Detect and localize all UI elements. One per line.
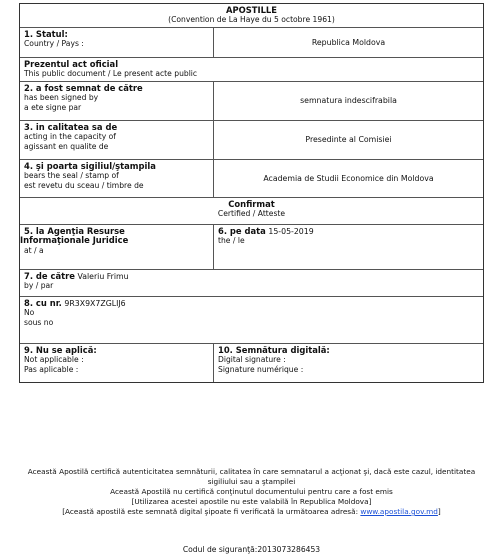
field-5-sub: at / a — [24, 245, 44, 255]
public-document-sub: This public document / Le present acte public — [24, 69, 198, 79]
field-3-sub-fr: agissant en qualite de — [24, 141, 109, 151]
security-code: Codul de siguranţă:2013073286453 — [182, 545, 321, 554]
field-3-value: Presedinte al Comisiei — [305, 135, 392, 145]
footer-line-5-text: [Această apostilă este semnată digital şipoate fi verificată la următoarea adresă: — [62, 507, 361, 516]
field-8-sub-en: No — [24, 308, 35, 318]
field-3-sub-en: acting in the capacity of — [24, 132, 116, 142]
confirmation-sub: Certified / Atteste — [217, 209, 286, 219]
confirmation-row — [20, 197, 483, 224]
field-4-sub-en: bears the seal / stamp of — [24, 171, 119, 181]
field-5-label-line2: Informaţionale Juridice — [20, 235, 129, 246]
field-3-row — [20, 120, 483, 159]
footer-notice — [0, 467, 503, 517]
field-2-value: semnatura indescifrabila — [300, 96, 397, 106]
field-4-sub-fr: est revetu du sceau / timbre de — [24, 180, 144, 190]
field-10-sub-fr: Signature numérique : — [218, 364, 304, 374]
field-7-label: 7. de către — [24, 271, 75, 281]
footer-line-3: Această Apostilă nu certifică conţinutul documentului pentru care a fost emis — [110, 487, 393, 496]
field-6-value: 15-05-2019 — [268, 227, 314, 236]
field-6-sub: the / le — [218, 236, 245, 246]
field-7-row — [20, 269, 483, 296]
field-10-sub-en: Digital signature : — [218, 355, 286, 365]
field-4-label: 4. şi poarta sigiliul/ştampila — [24, 161, 156, 171]
footer-line-1: Această Apostilă certifică autenticitatea semnăturii, calitatea în care semnatarul a acţionat şi, dacă este cazul, identitatea — [27, 467, 476, 476]
field-1-row — [20, 27, 483, 57]
field-2-sub-en: has been signed by — [24, 93, 99, 103]
field-2-row — [20, 81, 483, 120]
field-7-sub: by / par — [24, 281, 54, 291]
field-2-sub-fr: a ete signe par — [24, 102, 82, 112]
field-4-value: Academia de Studii Economice din Moldova — [263, 173, 434, 183]
footer-line-4: [Utilizarea acestei apostile nu este valabilă în Republica Moldova] — [131, 497, 372, 506]
apostille-document — [19, 3, 484, 383]
field-8-row — [20, 296, 483, 343]
field-1-label: 1. Statul: — [24, 29, 68, 39]
field-8-value: 9R3X9X7ZGLIJ6 — [64, 299, 126, 308]
field-9-10-row — [20, 343, 483, 382]
field-8-sub-fr: sous no — [24, 317, 54, 327]
field-5-label-line1: 5. la Agenţia Resurse — [24, 226, 125, 236]
field-6-label: 6. pe data — [218, 226, 266, 236]
footer-line-5-end: ] — [437, 507, 441, 516]
field-10-label: 10. Semnătura digitală: — [218, 345, 330, 355]
field-9-sub-fr: Pas aplicable : — [24, 364, 79, 374]
document-subtitle: (Convention de La Haye du 5 octobre 1961) — [168, 15, 335, 25]
field-9-label: 9. Nu se aplică: — [24, 345, 97, 355]
field-1-sub: Country / Pays : — [24, 39, 84, 49]
footer-line-5 — [0, 507, 503, 517]
header-row — [20, 4, 483, 27]
field-1-value: Republica Moldova — [311, 37, 386, 47]
public-document-label: Prezentul act oficial — [24, 59, 119, 69]
field-3-label: 3. in calitatea sa de — [24, 122, 118, 132]
field-8-label: 8. cu nr. — [24, 298, 62, 308]
footer-line-2: sigiliului sau a ştampilei — [207, 477, 296, 486]
confirmation-title: Confirmat — [228, 199, 275, 209]
public-document-row — [20, 57, 483, 81]
field-5-6-row — [20, 224, 483, 269]
field-4-row — [20, 159, 483, 197]
verification-link[interactable]: www.apostila.gov.md — [360, 507, 438, 516]
field-9-sub-en: Not applicable : — [24, 355, 84, 365]
field-7-value: Valeriu Frimu — [77, 272, 129, 281]
field-2-label: 2. a fost semnat de către — [24, 83, 143, 93]
document-title: APOSTILLE — [226, 5, 277, 15]
